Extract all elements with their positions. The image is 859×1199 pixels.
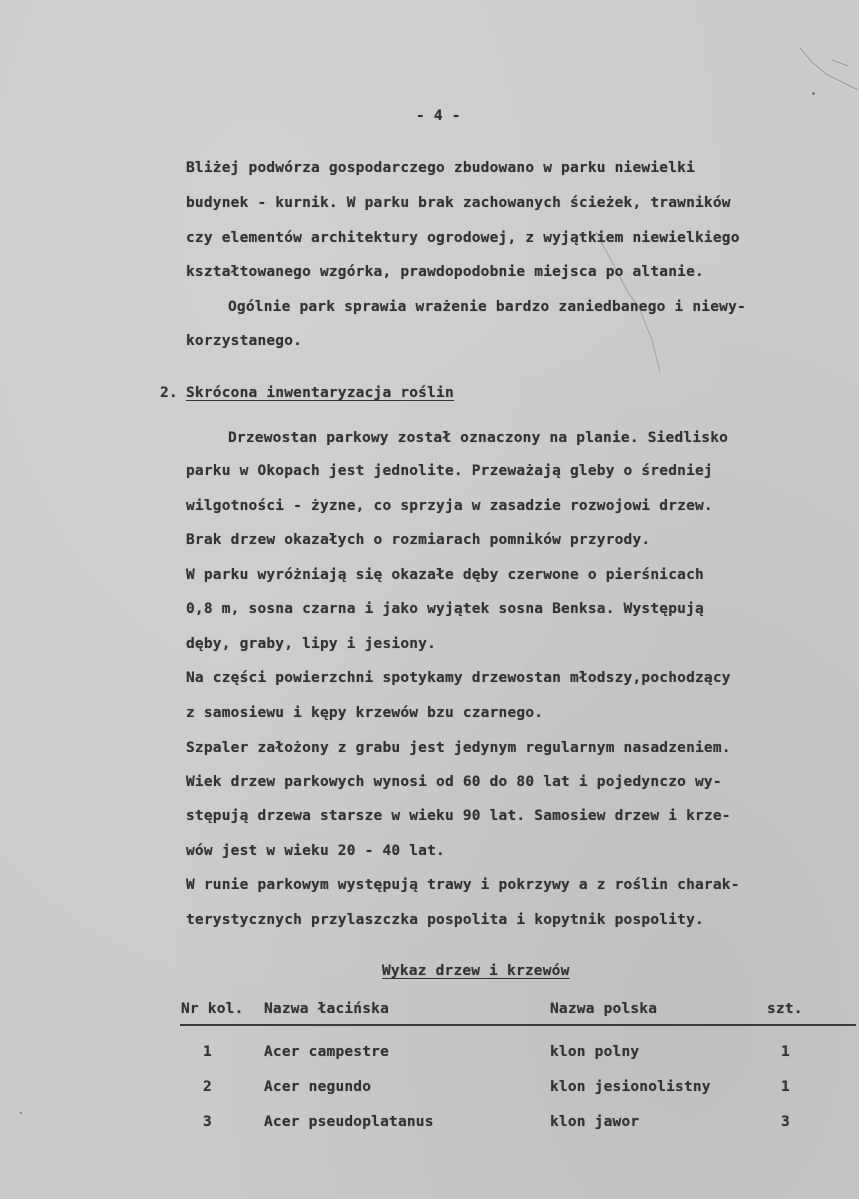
row-number: 1 [203,1044,212,1060]
paragraph-line: W runie parkowym występują trawy i pokrzywy a z roślin charak- [186,877,740,893]
latin-name: Acer pseudoplatanus [264,1114,434,1130]
polish-name: klon jesionolistny [550,1079,711,1095]
paragraph-line: korzystanego. [186,333,303,349]
count: 3 [781,1114,790,1130]
paragraph-line: Drzewostan parkowy został oznaczony na planie. Siedlisko [228,430,729,446]
paragraph-line: 0,8 m, sosna czarna i jako wyjątek sosna Benksa. Występują [186,601,704,617]
paragraph-line: z samosiewu i kępy krzewów bzu czarnego. [186,705,544,721]
paragraph-line: Na części powierzchni spotykamy drzewostan młodszy,pochodzący [186,670,731,686]
paper-speck [812,92,815,95]
paragraph-line: Wiek drzew parkowych wynosi od 60 do 80 lat i pojedynczo wy- [186,774,722,790]
count: 1 [781,1044,790,1060]
polish-name: klon polny [550,1044,640,1060]
paragraph-line: kształtowanego wzgórka, prawdopodobnie miejsca po altanie. [186,264,704,280]
polish-name: klon jawor [550,1114,640,1130]
paper-speck [20,1112,22,1114]
paragraph-line: parku w Okopach jest jednolite. Przeważają gleby o średniej [186,463,713,479]
section-number: 2. [160,385,178,401]
paragraph-line: budynek - kurnik. W parku brak zachowanych ścieżek, trawników [186,195,731,211]
row-number: 2 [203,1079,212,1095]
paragraph-line: Ogólnie park sprawia wrażenie bardzo zaniedbanego i niewy- [228,299,746,315]
table-title: Wykaz drzew i krzewów [382,963,570,979]
paragraph-line: stępują drzewa starsze w wieku 90 lat. Samosiew drzew i krze- [186,808,731,824]
row-number: 3 [203,1114,212,1130]
paragraph-line: wów jest w wieku 20 - 40 lat. [186,843,445,859]
table-header-polish-name: Nazwa polska [550,1001,658,1017]
latin-name: Acer negundo [264,1079,372,1095]
section-title: Skrócona inwentaryzacja roślin [186,385,454,401]
paragraph-line: dęby, graby, lipy i jesiony. [186,636,437,652]
paragraph-line: Szpaler założony z grabu jest jedynym regularnym nasadzeniem. [186,740,731,756]
latin-name: Acer campestre [264,1044,390,1060]
paragraph-line: czy elementów architektury ogrodowej, z wyjątkiem niewielkiego [186,230,740,246]
count: 1 [781,1079,790,1095]
table-header-latin-name: Nazwa łacińska [264,1001,390,1017]
paragraph-line: terystycznych przylaszczka pospolita i kopytnik pospolity. [186,912,704,928]
paragraph-line: Bliżej podwórza gospodarczego zbudowano w parku niewielki [186,160,695,176]
table-header-rule [180,1024,856,1026]
paragraph-line: W parku wyróżniają się okazałe dęby czerwone o pierśnicach [186,567,704,583]
table-header-nr: Nr kol. [181,1001,244,1017]
paragraph-line: Brak drzew okazałych o rozmiarach pomników przyrody. [186,532,651,548]
table-header-count: szt. [767,1001,803,1017]
paragraph-line: wilgotności - żyzne, co sprzyja w zasadzie rozwojowi drzew. [186,498,713,514]
page-number: - 4 - [416,108,461,124]
